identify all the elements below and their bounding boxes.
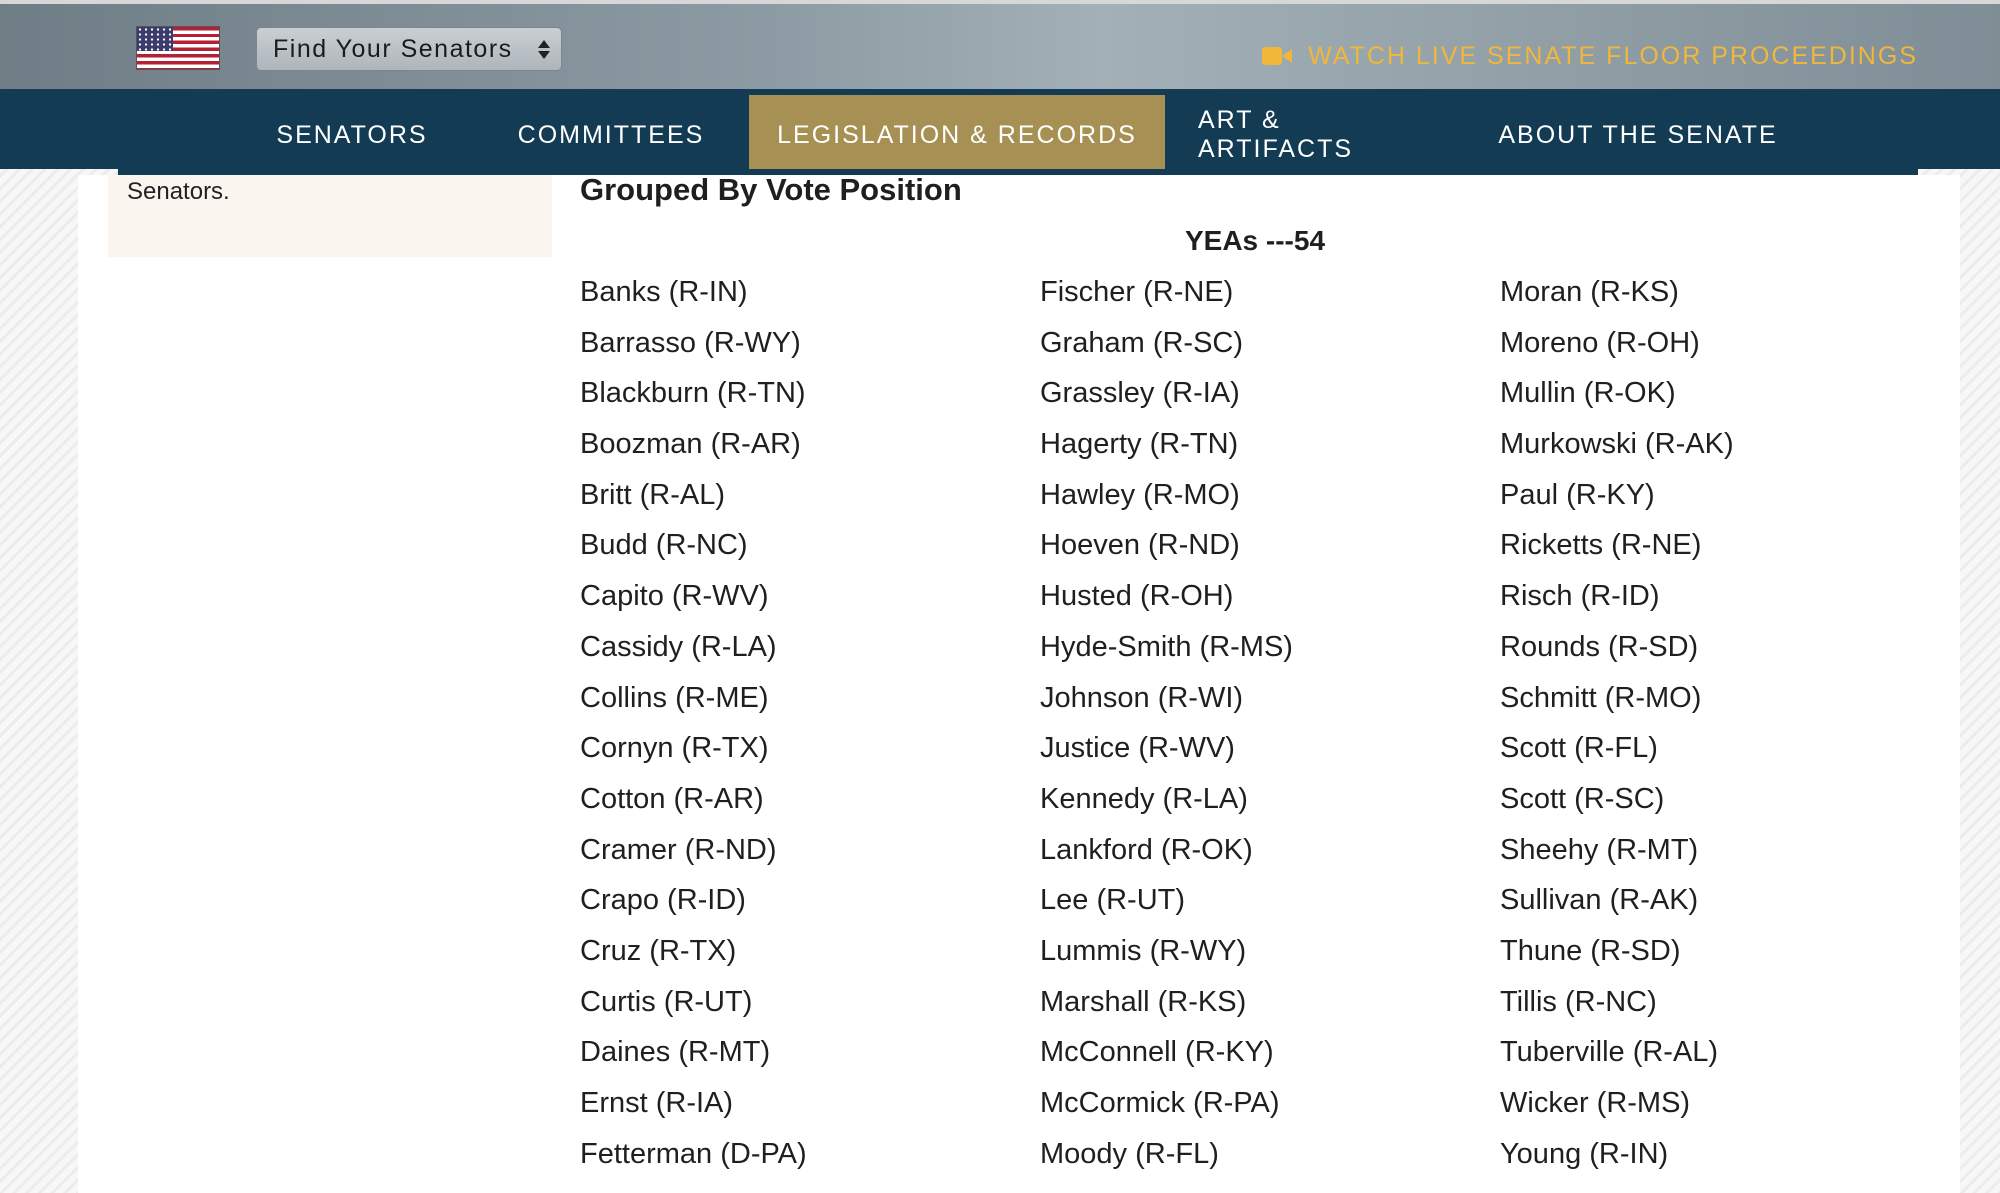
senator-vote-item: Sullivan (R-AK) bbox=[1500, 884, 1699, 917]
senator-vote-item: Schmitt (R-MO) bbox=[1500, 681, 1702, 714]
senator-vote-item: Marshall (R-KS) bbox=[1040, 985, 1247, 1018]
senator-vote-item: Tillis (R-NC) bbox=[1500, 985, 1657, 1018]
main-nav bbox=[0, 89, 2000, 169]
senator-vote-item: Johnson (R-WI) bbox=[1040, 681, 1244, 714]
senator-vote-item: Hagerty (R-TN) bbox=[1040, 428, 1239, 461]
watch-live-label: WATCH LIVE SENATE FLOOR PROCEEDINGS bbox=[1308, 41, 1918, 70]
senator-vote-item: Murkowski (R-AK) bbox=[1500, 428, 1734, 461]
senator-vote-item: Grassley (R-IA) bbox=[1040, 377, 1240, 410]
senator-vote-item: Wicker (R-MS) bbox=[1500, 1087, 1691, 1119]
senator-vote-item: Mullin (R-OK) bbox=[1500, 377, 1676, 410]
nav-art-artifacts[interactable]: ART & ARTIFACTS bbox=[1198, 106, 1354, 163]
senator-vote-item: Moran (R-KS) bbox=[1500, 276, 1679, 308]
senator-vote-item: Hoeven (R-ND) bbox=[1040, 529, 1240, 562]
video-camera-icon bbox=[1262, 46, 1292, 66]
senator-vote-item: Paul (R-KY) bbox=[1500, 478, 1655, 511]
senator-vote-item: Collins (R-ME) bbox=[580, 681, 769, 714]
senator-vote-item: Justice (R-WV) bbox=[1040, 732, 1235, 765]
senator-vote-item: Curtis (R-UT) bbox=[580, 985, 753, 1018]
senator-vote-item: Barrasso (R-WY) bbox=[580, 326, 801, 359]
find-senators-select[interactable] bbox=[256, 27, 562, 71]
senator-vote-item: Sheehy (R-MT) bbox=[1500, 833, 1699, 866]
senator-vote-item: Lummis (R-WY) bbox=[1040, 934, 1247, 967]
senator-vote-item: Kennedy (R-LA) bbox=[1040, 782, 1248, 815]
nav-senators[interactable]: SENATORS bbox=[276, 120, 428, 149]
yeas-heading: YEAs ---54 bbox=[1184, 225, 1326, 256]
vote-column-1 bbox=[580, 270, 807, 1182]
senator-vote-item: Banks (R-IN) bbox=[580, 276, 748, 308]
sidebar-text: Senators. bbox=[127, 178, 230, 205]
vote-column-2 bbox=[1040, 270, 1293, 1182]
top-banner bbox=[0, 0, 2000, 89]
senator-vote-item: Fischer (R-NE) bbox=[1040, 276, 1234, 308]
senator-vote-item: Ernst (R-IA) bbox=[580, 1087, 734, 1119]
senator-vote-item: Fetterman (D-PA) bbox=[580, 1137, 807, 1170]
vote-column-3 bbox=[1500, 270, 1734, 1182]
senator-vote-item: Lee (R-UT) bbox=[1040, 884, 1186, 917]
senator-vote-item: Moody (R-FL) bbox=[1040, 1137, 1219, 1170]
senator-vote-item: Cassidy (R-LA) bbox=[580, 630, 777, 663]
senator-vote-item: Britt (R-AL) bbox=[580, 478, 725, 511]
nav-legislation-records[interactable]: LEGISLATION & RECORDS bbox=[749, 95, 1165, 175]
senator-vote-item: Hawley (R-MO) bbox=[1040, 478, 1240, 511]
nav-committees[interactable]: COMMITTEES bbox=[517, 120, 705, 149]
senator-vote-item: Budd (R-NC) bbox=[580, 529, 748, 562]
senator-vote-item: Hyde-Smith (R-MS) bbox=[1040, 630, 1293, 663]
senator-vote-item: Cornyn (R-TX) bbox=[580, 732, 769, 765]
senator-vote-item: Husted (R-OH) bbox=[1040, 580, 1234, 613]
watch-live-link[interactable] bbox=[1262, 38, 1918, 74]
senator-vote-item: Cotton (R-AR) bbox=[580, 782, 764, 815]
us-flag-icon bbox=[136, 26, 220, 70]
senator-vote-item: Scott (R-FL) bbox=[1500, 732, 1658, 765]
senator-vote-item: Ricketts (R-NE) bbox=[1500, 529, 1702, 562]
nav-about-senate[interactable]: ABOUT THE SENATE bbox=[1498, 120, 1778, 149]
find-senators-label: Find Your Senators bbox=[273, 34, 513, 63]
senator-vote-item: Daines (R-MT) bbox=[580, 1036, 771, 1069]
senator-vote-item: Crapo (R-ID) bbox=[580, 884, 746, 917]
section-title: Grouped By Vote Position bbox=[580, 172, 962, 207]
senator-vote-item: McCormick (R-PA) bbox=[1040, 1087, 1280, 1119]
senator-vote-item: Thune (R-SD) bbox=[1500, 934, 1681, 967]
senator-vote-item: Boozman (R-AR) bbox=[580, 428, 801, 461]
senator-vote-item: Capito (R-WV) bbox=[580, 580, 769, 613]
senator-vote-item: McConnell (R-KY) bbox=[1040, 1036, 1274, 1069]
senator-vote-item: Scott (R-SC) bbox=[1500, 782, 1665, 815]
senator-vote-item: Lankford (R-OK) bbox=[1040, 833, 1253, 866]
senator-vote-item: Tuberville (R-AL) bbox=[1500, 1036, 1719, 1069]
senator-vote-item: Blackburn (R-TN) bbox=[580, 377, 806, 410]
senator-vote-item: Cramer (R-ND) bbox=[580, 833, 777, 866]
senator-vote-item: Rounds (R-SD) bbox=[1500, 630, 1699, 663]
senator-vote-item: Cruz (R-TX) bbox=[580, 934, 737, 967]
senator-vote-item: Risch (R-ID) bbox=[1500, 580, 1660, 613]
senator-vote-item: Young (R-IN) bbox=[1500, 1137, 1669, 1170]
senator-vote-item: Graham (R-SC) bbox=[1040, 326, 1244, 359]
senator-vote-item: Moreno (R-OH) bbox=[1500, 326, 1700, 359]
select-arrows-icon bbox=[537, 35, 551, 63]
